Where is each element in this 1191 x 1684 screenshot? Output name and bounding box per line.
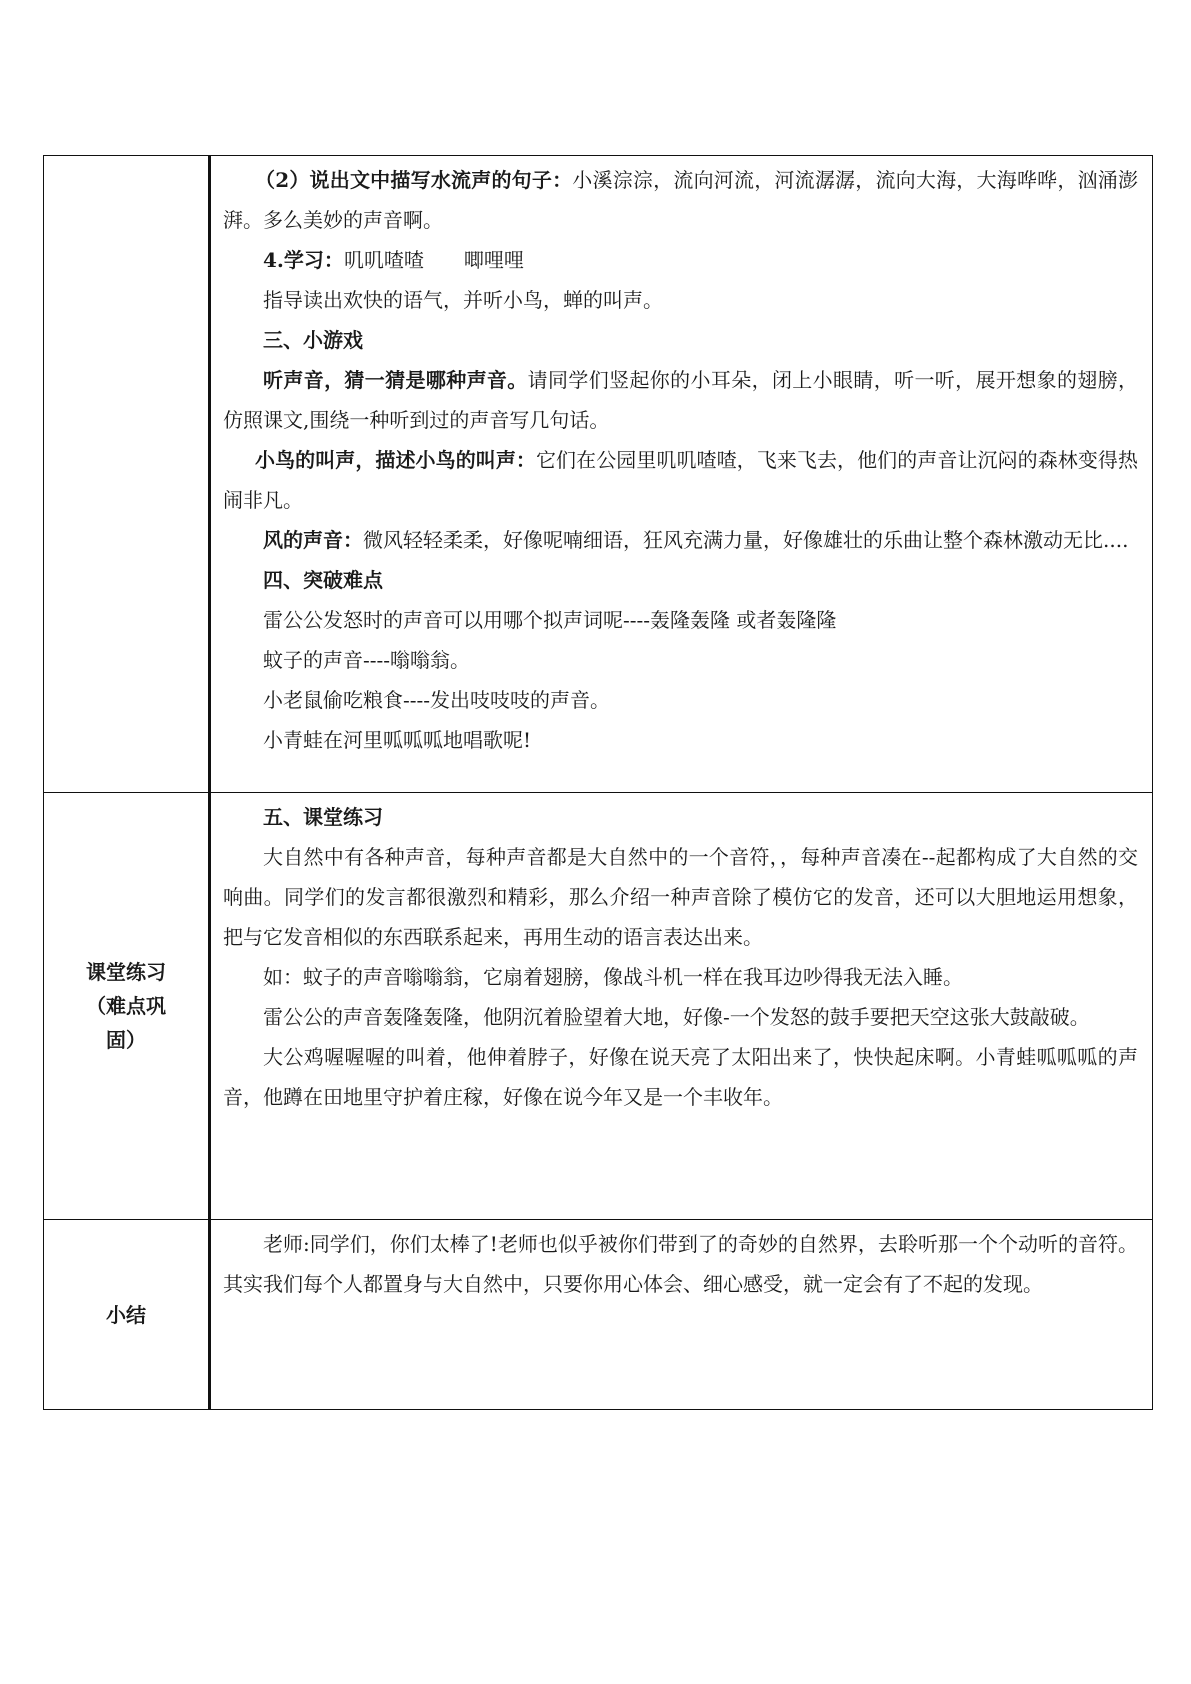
paragraph: 大自然中有各种声音，每种声音都是大自然中的一个音符，，每种声音凑在--起都构成了大自然的交响曲。同学们的发言都很激烈和精彩，那么介绍一种声音除了模仿它的发音，还可以大胆地运用想象，把与它发音相似的东西联系起来，再用生动的语言表达出来。 <box>223 845 1138 949</box>
table-row <box>44 156 1153 793</box>
paragraph: 大公鸡喔喔喔的叫着，他伸着脖子，好像在说天亮了太阳出来了，快快起床啊。小青蛙呱呱呱的声音，他蹲在田地里守护着庄稼，好像在说今年又是一个丰收年。 <box>223 1045 1138 1109</box>
paragraph: 小青蛙在河里呱呱呱地唱歌呢! <box>263 728 532 752</box>
paragraph-text: 叽叽喳喳 唧哩哩 <box>343 248 524 272</box>
paragraph: 蚊子的声音----嗡嗡翁。 <box>263 648 471 672</box>
bold-lead: 风的声音： <box>263 528 363 552</box>
row-label-line: （难点巩 <box>86 994 166 1018</box>
bold-lead: 小鸟的叫声，描述小鸟的叫声： <box>255 448 536 472</box>
paragraph: 老师:同学们，你们太棒了!老师也似乎被你们带到了的奇妙的自然界，去聆听那一个个动听的音符。其实我们每个人都置身与大自然中，只要你用心体会、细心感受，就一定会有了不起的发现。 <box>223 1232 1138 1296</box>
row-label <box>44 793 210 1220</box>
paragraph: 小老鼠偷吃粮食----发出吱吱吱的声音。 <box>263 688 611 712</box>
paragraph <box>223 360 1138 440</box>
row-label: 小结 <box>44 1220 210 1410</box>
section-heading-text: 三、小游戏 <box>263 328 363 352</box>
paragraph <box>223 240 1138 280</box>
section-heading <box>223 797 1138 837</box>
table-row <box>44 793 1153 1220</box>
paragraph-text: 小溪淙淙，流向河流，河流潺潺，流向大海，大海哗哗，汹涌澎湃。多么美妙的声音啊。 <box>223 168 1138 232</box>
row-content <box>210 793 1153 1220</box>
bold-lead: 4.学习： <box>263 248 344 272</box>
table-row <box>44 1220 1153 1410</box>
paragraph: 雷公公的声音轰隆轰隆，他阴沉着脸望着大地，好像-一个发怒的鼓手要把天空这张大鼓敲破。 <box>263 1005 1090 1029</box>
section-heading-text: 五、课堂练习 <box>263 805 383 829</box>
row-label-line: 固） <box>106 1028 146 1052</box>
paragraph: 指导读出欢快的语气，并听小鸟，蝉的叫声。 <box>263 288 663 312</box>
bold-lead: （2）说出文中描写水流声的句子： <box>255 168 573 192</box>
section-heading <box>223 320 1138 360</box>
section-heading <box>223 560 1138 600</box>
section-heading-text: 四、突破难点 <box>263 568 383 592</box>
paragraph <box>223 160 1138 240</box>
paragraph-text: 微风轻轻柔柔，好像呢喃细语，狂风充满力量，好像雄壮的乐曲让整个森林激动无比.... <box>363 528 1129 552</box>
paragraph-text: 请同学们竖起你的小耳朵，闭上小眼睛，听一听，展开想象的翅膀，仿照课文,围绕一种听到过的声音写几句话。 <box>223 368 1139 432</box>
bold-lead: 听声音，猜一猜是哪种声音。 <box>263 368 528 392</box>
paragraph <box>223 440 1138 520</box>
paragraph <box>223 520 1138 560</box>
row-label <box>44 156 210 793</box>
row-content <box>210 1220 1153 1410</box>
paragraph: 雷公公发怒时的声音可以用哪个拟声词呢----轰隆轰隆 或者轰隆隆 <box>263 608 837 632</box>
row-label-line: 课堂练习 <box>86 960 166 984</box>
row-content <box>210 156 1153 793</box>
paragraph: 如：蚊子的声音嗡嗡翁，它扇着翅膀，像战斗机一样在我耳边吵得我无法入睡。 <box>263 965 963 989</box>
lesson-plan-table <box>43 155 1153 1410</box>
paragraph-text: 它们在公园里叽叽喳喳，飞来飞去，他们的声音让沉闷的森林变得热闹非凡。 <box>223 448 1139 512</box>
